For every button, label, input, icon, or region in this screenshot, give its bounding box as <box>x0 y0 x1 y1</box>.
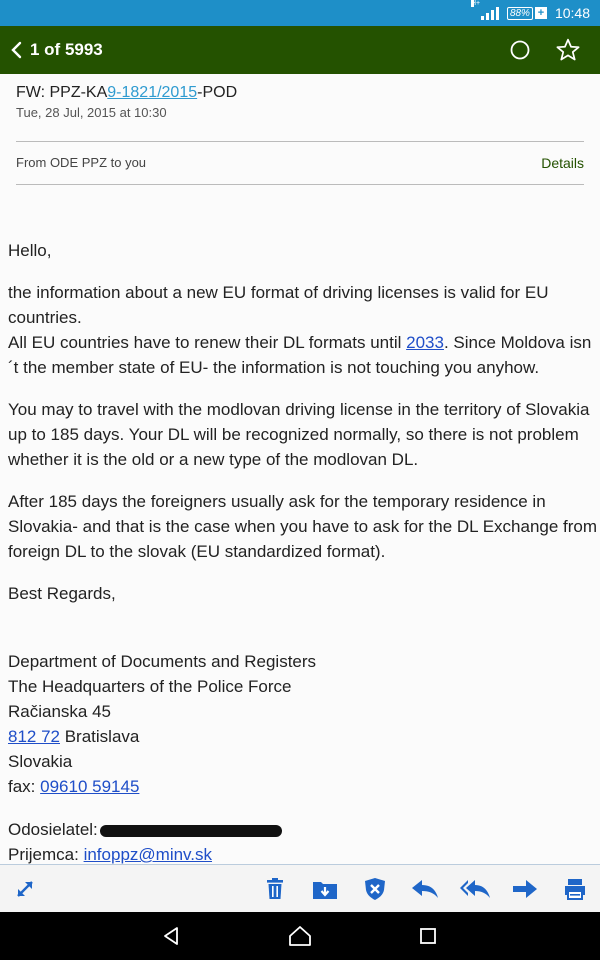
paragraph-text: the information about a new EU format of driving licenses is valid for EU countries. <box>8 283 549 327</box>
message-counter: 1 of 5993 <box>30 40 103 59</box>
network-type: H+ <box>470 0 481 7</box>
app-bar <box>0 26 600 74</box>
reply-all-icon <box>459 878 491 900</box>
forward-icon <box>511 878 539 900</box>
charging-icon: + <box>535 7 547 19</box>
mail-header <box>16 84 584 120</box>
fax-line <box>8 774 598 799</box>
city: Bratislava <box>60 727 140 746</box>
reply-all-button[interactable] <box>455 865 495 913</box>
move-to-folder-icon <box>312 878 338 900</box>
nav-back-button[interactable] <box>142 912 202 960</box>
subject-prefix: FW: PPZ-KA <box>16 84 108 101</box>
body-paragraph: You may to travel with the modlovan driving license in the territory of Slovakia up to 185 days. Your DL will be recognized normally, so there is not problem whether it is the old or a new type of the modlovan DL. <box>8 400 590 469</box>
signature-line: Department of Documents and Registers <box>8 652 317 671</box>
signature-line: Račianska 45 <box>8 702 112 721</box>
mark-unread-button[interactable] <box>496 26 544 74</box>
reply-icon <box>411 878 439 900</box>
bottom-toolbar <box>0 864 600 912</box>
square-recents-icon <box>419 927 437 945</box>
nav-home-button[interactable] <box>270 912 330 960</box>
body-paragraph <box>8 330 598 380</box>
body-paragraph: After 185 days the foreigners usually ask for the temporary residence in Slovakia- and that is the case when you have to ask for the DL Exchange from foreign DL to the slovak (EU standardized format). <box>8 492 598 561</box>
reply-button[interactable] <box>405 865 445 913</box>
sender-line: From ODE PPZ to you <box>16 155 147 170</box>
signature-address <box>8 724 598 749</box>
nav-recents-button[interactable] <box>398 912 458 960</box>
move-button[interactable] <box>305 865 345 913</box>
delete-button[interactable] <box>255 865 295 913</box>
recipient-email-link[interactable]: infoppz@minv.sk <box>83 845 213 864</box>
header-divider <box>16 141 584 142</box>
star-button[interactable] <box>544 26 592 74</box>
details-link[interactable]: Details <box>541 155 584 171</box>
from-row <box>16 155 584 171</box>
signature-line: Slovakia <box>8 752 73 771</box>
body-paragraph <box>8 280 598 330</box>
signal-icon <box>470 0 499 20</box>
paragraph-text: All EU countries have to renew their DL formats until <box>8 333 407 352</box>
expand-icon <box>14 878 36 900</box>
subject-link[interactable]: 9-1821/2015 <box>107 84 198 101</box>
back-button[interactable] <box>2 26 30 74</box>
expand-button[interactable] <box>5 865 45 913</box>
mail-subject <box>16 84 584 102</box>
spam-button[interactable] <box>355 865 395 913</box>
triangle-back-icon <box>162 926 182 946</box>
recipient-label: Prijemca: <box>8 845 84 864</box>
signature-line: The Headquarters of the Police Force <box>8 677 292 696</box>
postcode-link[interactable]: 812 72 <box>8 727 60 746</box>
chevron-left-icon <box>10 41 22 59</box>
battery-icon <box>507 7 547 20</box>
status-bar <box>0 0 600 26</box>
star-icon <box>555 37 581 63</box>
battery-level: 88% <box>507 7 533 20</box>
trash-icon <box>264 877 286 901</box>
subject-suffix: -POD <box>197 84 238 101</box>
spam-shield-icon <box>364 877 386 901</box>
signature <box>8 649 598 867</box>
sender-row <box>8 817 598 842</box>
print-button[interactable] <box>555 865 595 913</box>
from-divider <box>16 184 584 185</box>
print-icon <box>563 877 587 901</box>
forward-button[interactable] <box>505 865 545 913</box>
clock: 10:48 <box>554 5 590 21</box>
closing: Best Regards, <box>8 584 116 603</box>
paragraph-text: . Since Moldova isn´t the member state of EU- the information is not touching you anyhow. <box>8 333 592 377</box>
greeting: Hello, <box>8 241 52 260</box>
fax-label: fax: <box>8 777 41 796</box>
circle-icon <box>509 39 531 61</box>
redacted-email <box>100 825 282 837</box>
year-link[interactable]: 2033 <box>406 333 444 352</box>
sender-label: Odosielatel: <box>8 820 98 839</box>
mail-date: Tue, 28 Jul, 2015 at 10:30 <box>16 105 167 120</box>
fax-link[interactable]: 09610 59145 <box>40 777 140 796</box>
mail-body <box>8 238 598 867</box>
system-nav-bar <box>0 912 600 960</box>
home-icon <box>288 925 312 947</box>
